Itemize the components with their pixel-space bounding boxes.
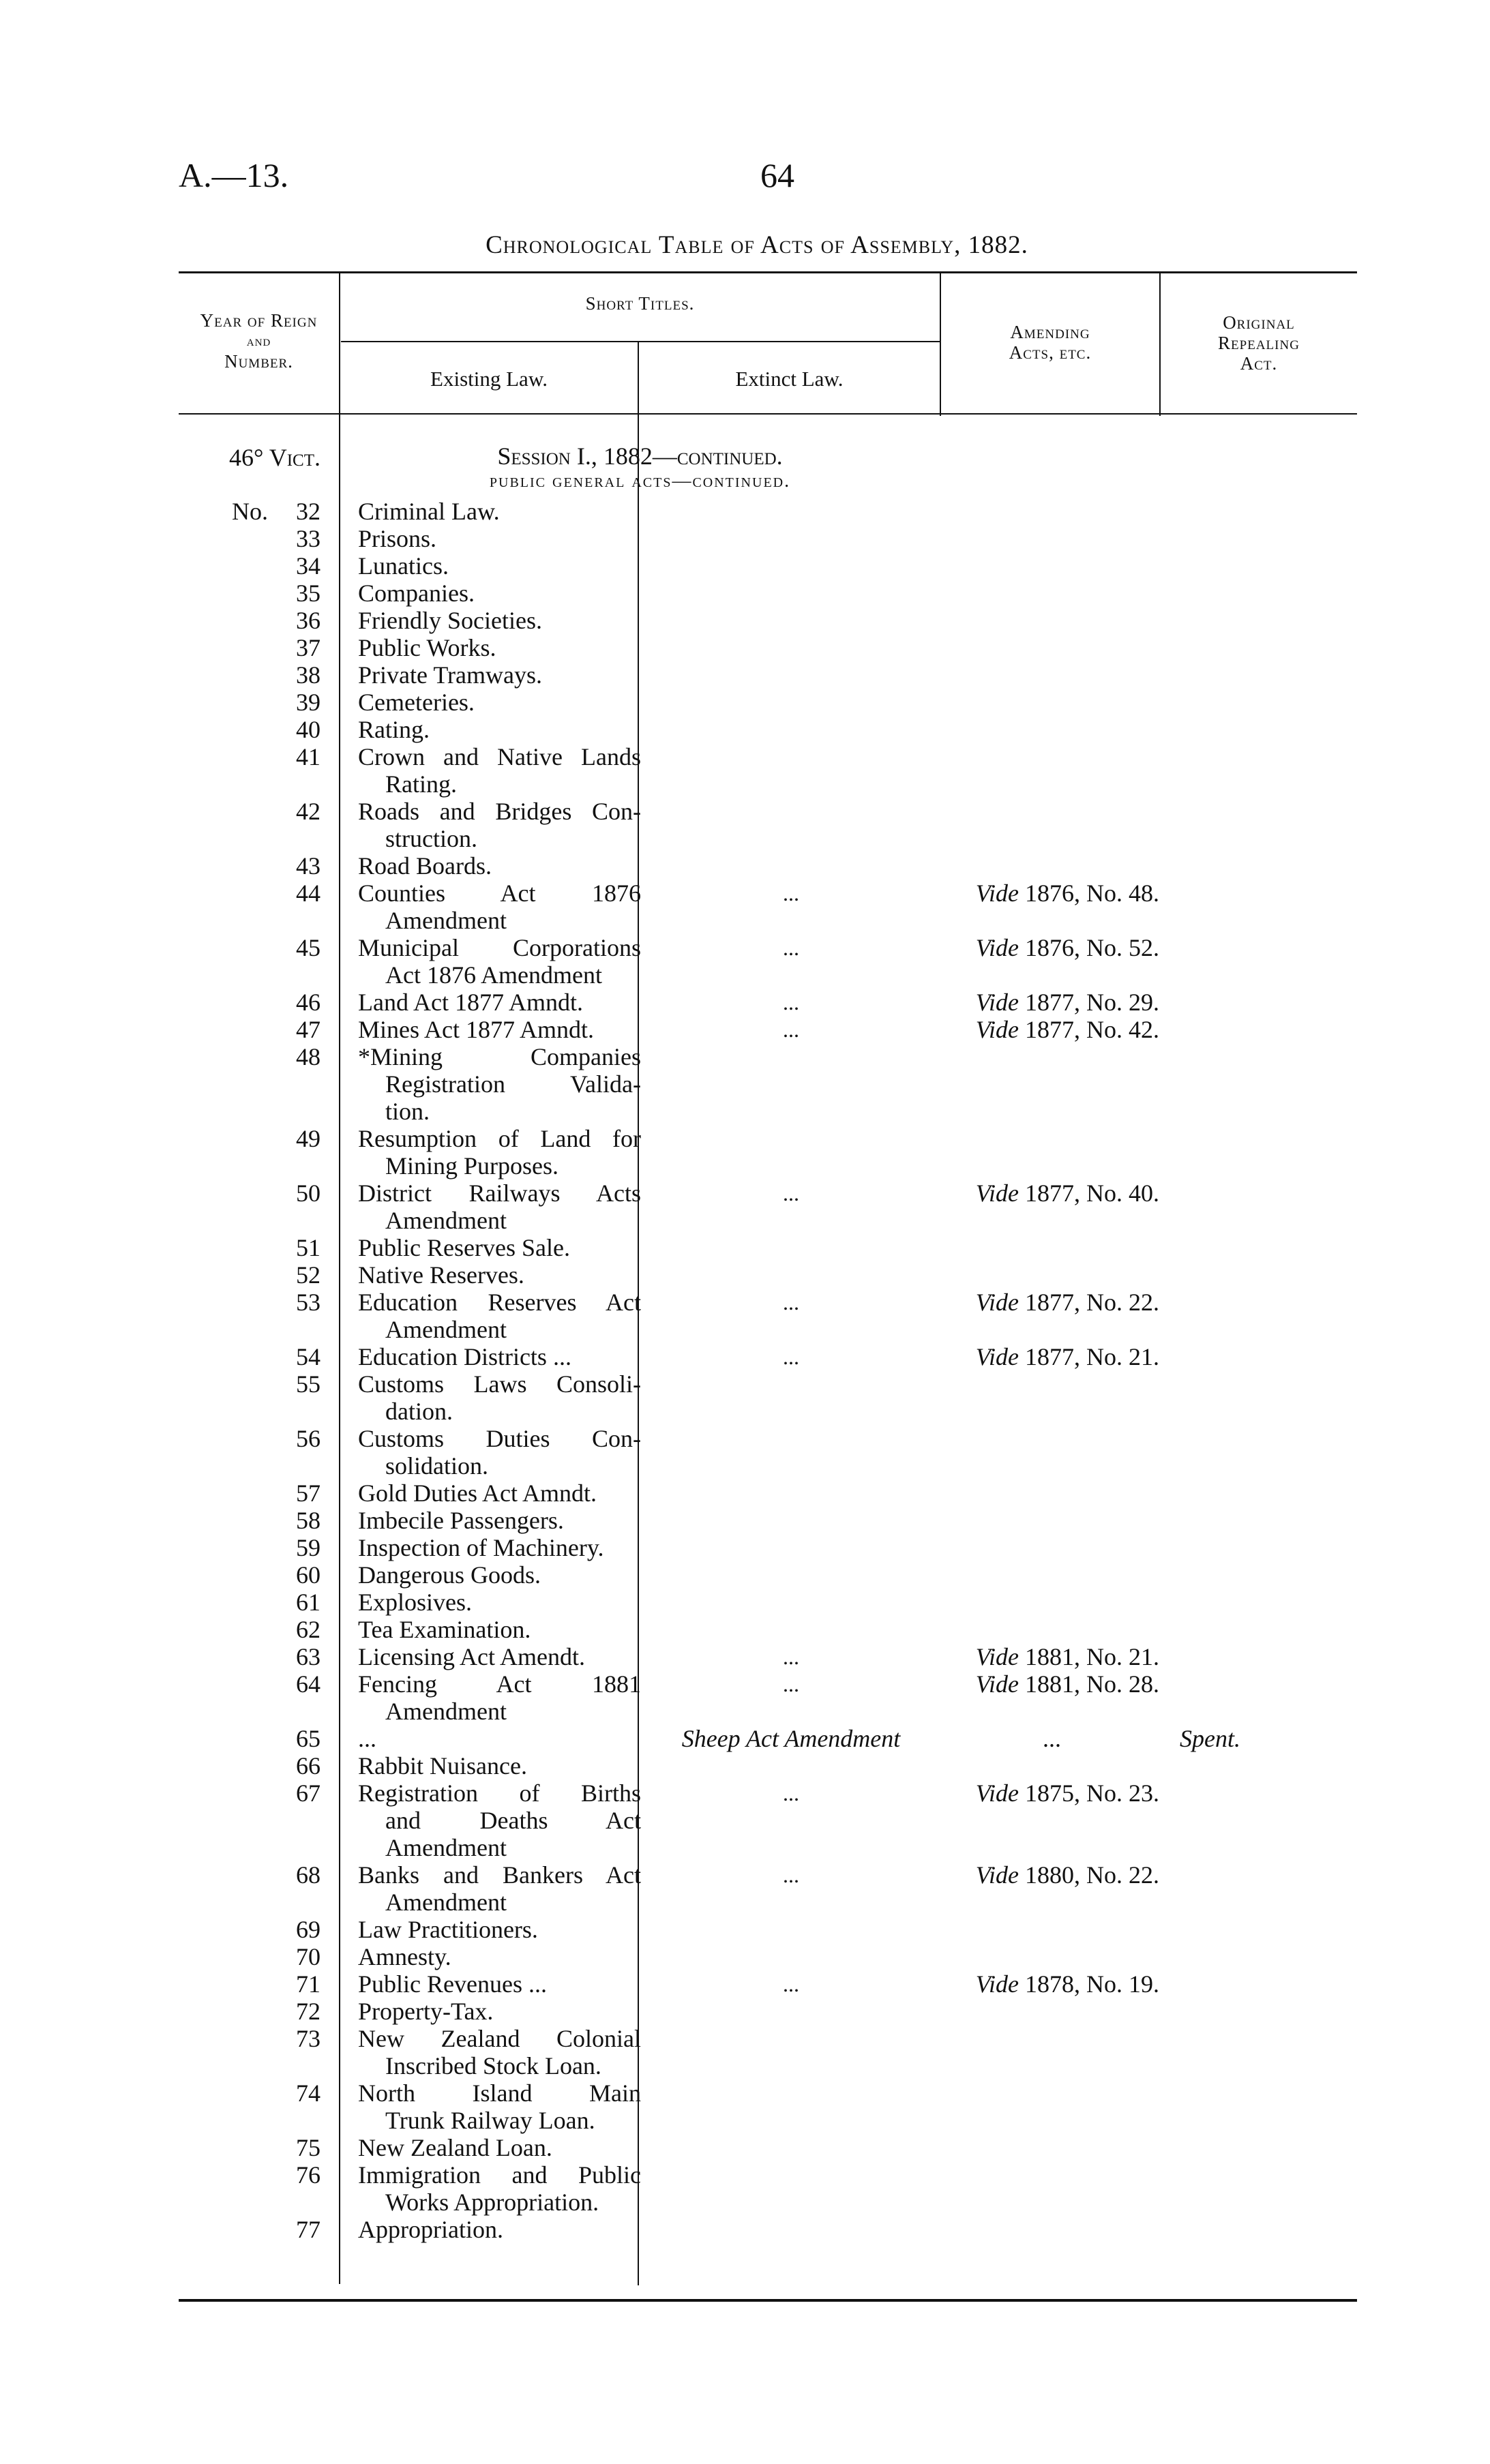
act-number: 35: [296, 580, 321, 607]
act-number: 37: [296, 634, 321, 661]
extinct-law-ellipsis: ...: [783, 1972, 799, 1996]
header-subrule: [341, 341, 941, 342]
act-short-title: Tea Examination.: [358, 1616, 531, 1643]
page-reference: A.—13.: [179, 156, 289, 194]
vide-label: Vide: [975, 1016, 1019, 1043]
title-line: Education Reserves Act: [358, 1289, 641, 1316]
title-line: Immigration and Public: [358, 2161, 641, 2189]
act-short-title: Rating.: [358, 716, 430, 743]
header-year-line2: and: [246, 332, 271, 349]
title-continuation: Mining Purposes.: [385, 1152, 559, 1180]
act-short-title: Prisons.: [358, 525, 437, 552]
act-number: 44: [296, 880, 321, 907]
act-number: 65: [296, 1725, 321, 1752]
header-repealing-line2: Repealing: [1218, 333, 1300, 353]
extinct-law-title: Sheep Act Amendment: [681, 1725, 901, 1752]
act-short-title: Public Reserves Sale.: [358, 1234, 570, 1261]
title-line: Customs Laws Consoli-: [358, 1370, 641, 1398]
act-number: 60: [296, 1561, 321, 1589]
amending-act-reference: Vide 1877, No. 29.: [975, 989, 1159, 1016]
amending-act-reference: Vide 1878, No. 19.: [975, 1970, 1159, 1998]
act-short-title: [358, 880, 641, 934]
amending-act-reference: Vide 1880, No. 22.: [975, 1861, 1159, 1889]
session-heading: Session I., 1882—continued.: [497, 442, 783, 470]
title-continuation: Amendment: [385, 1316, 507, 1343]
title-continuation: struction.: [385, 825, 477, 852]
act-short-title: [358, 798, 641, 852]
act-short-title: [358, 2161, 641, 2216]
act-number: 66: [296, 1752, 321, 1779]
header-year-line3: Number.: [224, 351, 293, 372]
act-number: 74: [296, 2079, 321, 2107]
act-number: 43: [296, 852, 321, 880]
title-continuation: Amendment: [385, 1889, 507, 1916]
title-line: District Railways Acts: [358, 1180, 641, 1207]
act-number: 75: [296, 2134, 321, 2161]
title-line: Banks and Bankers Act: [358, 1861, 641, 1889]
vide-label: Vide: [975, 1343, 1019, 1370]
vide-label: Vide: [975, 1670, 1019, 1698]
act-short-title: Rabbit Nuisance.: [358, 1752, 527, 1779]
table-top-rule: [179, 271, 1357, 273]
act-number: 50: [296, 1180, 321, 1207]
title-continuation: Amendment: [385, 1207, 507, 1234]
vide-label: Vide: [975, 1779, 1019, 1807]
act-number: 71: [296, 1970, 321, 1998]
title-line: Crown and Native Lands: [358, 743, 641, 770]
act-number: 51: [296, 1234, 321, 1261]
act-short-title: Mines Act 1877 Amndt.: [358, 1016, 595, 1043]
act-short-title: Appropriation.: [358, 2216, 503, 2243]
act-number: 42: [296, 798, 321, 825]
title-line: Counties Act 1876: [358, 880, 641, 907]
repealing-act-note: Spent.: [1180, 1725, 1240, 1752]
title-continuation: Rating.: [385, 770, 457, 798]
title-line: *Mining Companies: [358, 1043, 641, 1070]
title-line: Roads and Bridges Con-: [358, 798, 641, 825]
act-number: 39: [296, 689, 321, 716]
act-number: 63: [296, 1643, 321, 1670]
act-number: 48: [296, 1043, 321, 1070]
act-number: 45: [296, 934, 321, 961]
act-number: 68: [296, 1861, 321, 1889]
table-bottom-rule: [179, 2299, 1357, 2302]
header-year-reign: [179, 310, 339, 372]
header-amending-line1: Amending: [1010, 322, 1090, 342]
vide-label: Vide: [975, 989, 1019, 1016]
vide-label: Vide: [975, 1861, 1019, 1889]
session-subheading: public general acts—continued.: [489, 470, 791, 492]
title-line: Customs Duties Con-: [358, 1425, 641, 1452]
page-number: 64: [760, 156, 794, 194]
act-short-title: Native Reserves.: [358, 1261, 524, 1289]
act-short-title: [358, 934, 641, 989]
vide-label: Vide: [975, 1970, 1019, 1998]
header-year-line1: Year of Reign: [200, 310, 318, 331]
title-continuation: Works Appropriation.: [385, 2189, 599, 2216]
act-number: 67: [296, 1779, 321, 1807]
act-short-title: Criminal Law.: [358, 498, 500, 525]
act-short-title: Licensing Act Amendt.: [358, 1643, 585, 1670]
vide-label: Vide: [975, 1289, 1019, 1316]
act-short-title: Property-Tax.: [358, 1998, 494, 2025]
act-short-title: [358, 1425, 641, 1479]
amending-act-reference: Vide 1877, No. 21.: [975, 1343, 1159, 1370]
extinct-law-ellipsis: ...: [783, 1672, 799, 1696]
extinct-law-ellipsis: ...: [783, 990, 799, 1015]
act-short-title: ...: [358, 1725, 376, 1752]
act-short-title: [358, 1670, 641, 1725]
act-number: 55: [296, 1370, 321, 1398]
title-line: New Zealand Colonial: [358, 2025, 641, 2052]
vide-label: Vide: [975, 880, 1019, 907]
extinct-law-ellipsis: ...: [783, 1344, 799, 1369]
header-extinct-law: Extinct Law.: [735, 367, 844, 391]
act-short-title: Explosives.: [358, 1589, 472, 1616]
extinct-law-ellipsis: ...: [783, 935, 799, 960]
title-continuation: Trunk Railway Loan.: [385, 2107, 595, 2134]
act-number: 41: [296, 743, 321, 770]
extinct-law-ellipsis: ...: [783, 1863, 799, 1887]
header-repealing-act: [1161, 312, 1357, 374]
title-line: Municipal Corporations: [358, 934, 641, 961]
act-number: 32: [296, 498, 321, 525]
act-short-title: [358, 1043, 641, 1125]
act-number: 57: [296, 1479, 321, 1507]
act-number: 38: [296, 661, 321, 689]
header-bottom-rule: [179, 413, 1357, 415]
extinct-law-ellipsis: ...: [783, 1017, 799, 1042]
act-short-title: [358, 2079, 641, 2134]
title-continuation: Amendment: [385, 907, 507, 934]
act-short-title: New Zealand Loan.: [358, 2134, 552, 2161]
act-short-title: Dangerous Goods.: [358, 1561, 541, 1589]
act-short-title: Inspection of Machinery.: [358, 1534, 604, 1561]
act-number: 77: [296, 2216, 321, 2243]
header-amending-line2: Acts, etc.: [1009, 342, 1092, 363]
title-continuation: and Deaths Act: [385, 1807, 641, 1834]
amending-act-reference: Vide 1877, No. 42.: [975, 1016, 1159, 1043]
title-continuation: dation.: [385, 1398, 453, 1425]
amending-act-reference: Vide 1877, No. 40.: [975, 1180, 1159, 1207]
act-number: 64: [296, 1670, 321, 1698]
act-number: 76: [296, 2161, 321, 2189]
amending-act-ellipsis: ...: [1043, 1725, 1061, 1752]
column-divider-year: [339, 273, 340, 2284]
title-line: Registration of Births: [358, 1779, 641, 1807]
act-number: 53: [296, 1289, 321, 1316]
title-line: Resumption of Land for: [358, 1125, 641, 1152]
extinct-law-ellipsis: ...: [783, 1644, 799, 1669]
header-existing-law: Existing Law.: [430, 367, 548, 391]
act-number: 52: [296, 1261, 321, 1289]
act-short-title: Amnesty.: [358, 1943, 451, 1970]
act-number: 47: [296, 1016, 321, 1043]
act-short-title: Public Works.: [358, 634, 496, 661]
act-number: 56: [296, 1425, 321, 1452]
header-repealing-line1: Original: [1223, 312, 1295, 333]
act-short-title: [358, 1861, 641, 1916]
act-number: 73: [296, 2025, 321, 2052]
vide-label: Vide: [975, 934, 1019, 961]
extinct-law-ellipsis: ...: [783, 881, 799, 905]
act-short-title: Gold Duties Act Amndt.: [358, 1479, 597, 1507]
act-short-title: [358, 1370, 641, 1425]
act-short-title: Land Act 1877 Amndt.: [358, 989, 583, 1016]
act-number: 69: [296, 1916, 321, 1943]
title-continuation: tion.: [385, 1098, 430, 1125]
number-prefix: No.: [232, 498, 268, 525]
act-short-title: Private Tramways.: [358, 661, 542, 689]
act-short-title: Cemeteries.: [358, 689, 475, 716]
title-continuation: Amendment: [385, 1834, 507, 1861]
act-number: 61: [296, 1589, 321, 1616]
extinct-law-ellipsis: ...: [783, 1290, 799, 1314]
act-short-title: Companies.: [358, 580, 475, 607]
amending-act-reference: Vide 1881, No. 21.: [975, 1643, 1159, 1670]
act-number: 70: [296, 1943, 321, 1970]
title-continuation: Registration Valida-: [385, 1070, 641, 1098]
act-short-title: [358, 2025, 641, 2079]
title-continuation: solidation.: [385, 1452, 488, 1479]
act-short-title: Law Practitioners.: [358, 1916, 538, 1943]
amending-act-reference: Vide 1876, No. 52.: [975, 934, 1159, 961]
act-short-title: Friendly Societies.: [358, 607, 542, 634]
act-short-title: [358, 1180, 641, 1234]
act-number: 34: [296, 552, 321, 580]
act-short-title: Education Districts ...: [358, 1343, 571, 1370]
act-number: 40: [296, 716, 321, 743]
act-number: 46: [296, 989, 321, 1016]
act-number: 54: [296, 1343, 321, 1370]
act-short-title: Road Boards.: [358, 852, 492, 880]
act-number: 49: [296, 1125, 321, 1152]
title-continuation: Amendment: [385, 1698, 507, 1725]
act-number: 33: [296, 525, 321, 552]
act-number: 62: [296, 1616, 321, 1643]
act-number: 36: [296, 607, 321, 634]
amending-act-reference: Vide 1876, No. 48.: [975, 880, 1159, 907]
page-title: Chronological Table of Acts of Assembly, 1882.: [486, 231, 1028, 259]
act-short-title: [358, 743, 641, 798]
header-repealing-line3: Act.: [1240, 353, 1278, 374]
reign-label: 46° Vict.: [228, 444, 321, 471]
act-short-title: Public Revenues ...: [358, 1970, 547, 1998]
act-short-title: Imbecile Passengers.: [358, 1507, 564, 1534]
act-number: 59: [296, 1534, 321, 1561]
vide-label: Vide: [975, 1180, 1019, 1207]
act-number: 72: [296, 1998, 321, 2025]
extinct-law-ellipsis: ...: [783, 1181, 799, 1205]
header-short-titles: Short Titles.: [585, 293, 695, 314]
title-line: North Island Main: [358, 2079, 641, 2107]
title-continuation: Inscribed Stock Loan.: [385, 2052, 601, 2079]
act-number: 58: [296, 1507, 321, 1534]
act-short-title: Lunatics.: [358, 552, 449, 580]
vide-label: Vide: [975, 1643, 1019, 1670]
amending-act-reference: Vide 1875, No. 23.: [975, 1779, 1159, 1807]
extinct-law-ellipsis: ...: [783, 1781, 799, 1805]
title-line: Fencing Act 1881: [358, 1670, 641, 1698]
act-short-title: [358, 1289, 641, 1343]
act-short-title: [358, 1125, 641, 1180]
amending-act-reference: Vide 1881, No. 28.: [975, 1670, 1159, 1698]
title-continuation: Act 1876 Amendment: [385, 961, 602, 989]
act-short-title: [358, 1779, 641, 1861]
header-amending-acts: [941, 322, 1159, 363]
amending-act-reference: Vide 1877, No. 22.: [975, 1289, 1159, 1316]
